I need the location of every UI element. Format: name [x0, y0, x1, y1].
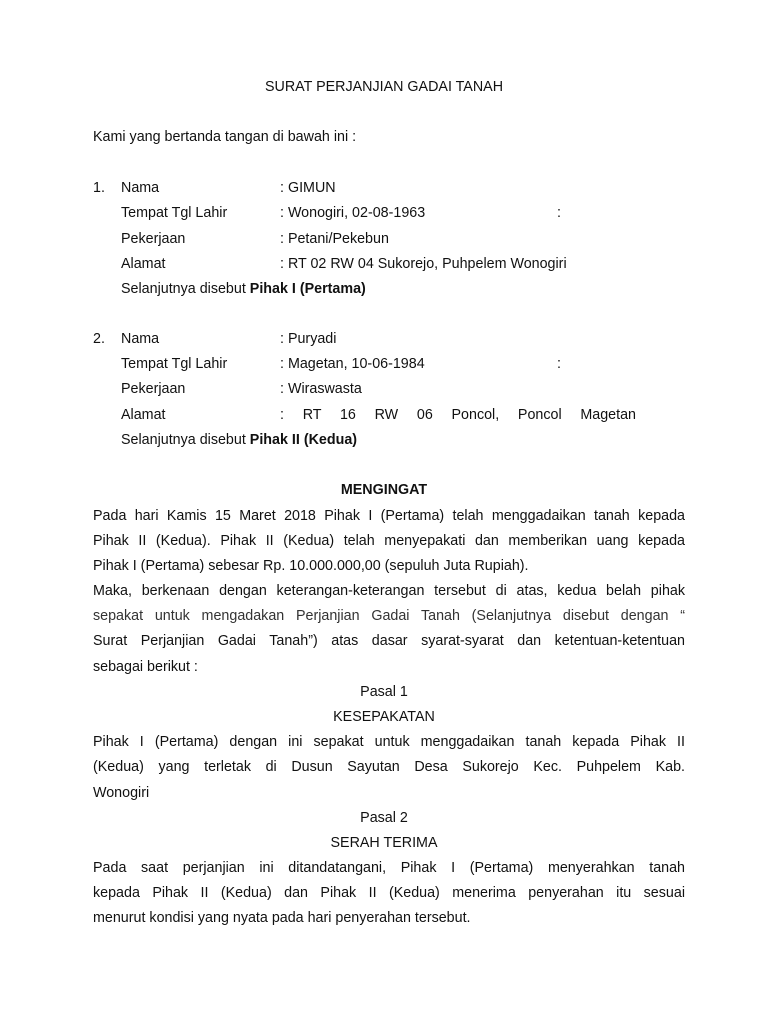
pasal-1-number: Pasal 1 — [360, 684, 408, 700]
party-2-address-value: : RT 16 RW 06 Poncol, Poncol Magetan — [280, 407, 636, 423]
party-2-job-value: : Wiraswasta — [280, 381, 362, 397]
party-1-name-label: Nama — [121, 180, 160, 196]
party-1-address-value: : RT 02 RW 04 Sukorejo, Puhpelem Wonogiri — [280, 256, 567, 272]
party-1-job-value: : Petani/Pekebun — [280, 231, 389, 247]
mengingat-heading: MENGINGAT — [340, 482, 428, 498]
party-2-extra-colon: : — [557, 356, 561, 372]
party-2-name-value: : Puryadi — [280, 331, 337, 347]
pasal-1-line: (Kedua) yang terletak di Dusun Sayutan Desa Sukorejo Kec. Puhpelem Kab. — [93, 759, 685, 775]
party-1-birth-label: Tempat Tgl Lahir — [121, 205, 228, 221]
mengingat-line: Pihak I (Pertama) sebesar Rp. 10.000.000,00 (sepuluh Juta Rupiah). — [93, 558, 529, 574]
pasal-2-line: kepada Pihak II (Kedua) dan Pihak II (Kedua) menerima penyerahan itu sesuai — [93, 885, 685, 901]
party-1-designation-name: Pihak I (Pertama) — [249, 281, 366, 297]
party-1-birth-value: : Wonogiri, 02-08-1963 — [280, 205, 426, 221]
mengingat-line: sepakat untuk mengadakan Perjanjian Gadai Tanah (Selanjutnya disebut dengan “ — [93, 608, 685, 624]
party-1-address-label: Alamat — [121, 256, 166, 272]
party-2-designation-name: Pihak II (Kedua) — [249, 432, 358, 448]
mengingat-line: sebagai berikut : — [93, 659, 198, 675]
pasal-1-line: Wonogiri — [93, 785, 150, 801]
pasal-2-number: Pasal 2 — [360, 810, 408, 826]
party-2-name-label: Nama — [121, 331, 160, 347]
party-1-job-label: Pekerjaan — [121, 231, 186, 247]
party-2-job-label: Pekerjaan — [121, 381, 186, 397]
document-title: SURAT PERJANJIAN GADAI TANAH — [264, 79, 504, 95]
pasal-1-line: Pihak I (Pertama) dengan ini sepakat untuk menggadaikan tanah kepada Pihak II — [93, 734, 685, 750]
party-2-birth-label: Tempat Tgl Lahir — [121, 356, 228, 372]
party-2-designation — [121, 432, 357, 448]
intro-text: Kami yang bertanda tangan di bawah ini : — [93, 129, 357, 145]
mengingat-line: Pihak II (Kedua). Pihak II (Kedua) telah menyepakati dan memberikan uang kepada — [93, 533, 685, 549]
pasal-2-line: menurut kondisi yang nyata pada hari penyerahan tersebut. — [93, 910, 471, 926]
pasal-2-heading: SERAH TERIMA — [330, 835, 438, 851]
party-2-birth-value: : Magetan, 10-06-1984 — [280, 356, 425, 372]
mengingat-line: Maka, berkenaan dengan keterangan-keterangan tersebut di atas, kedua belah pihak — [93, 583, 685, 599]
mengingat-line: Pada hari Kamis 15 Maret 2018 Pihak I (Pertama) telah menggadaikan tanah kepada — [93, 508, 685, 524]
party-1-name-value: : GIMUN — [280, 180, 336, 196]
pasal-1-heading: KESEPAKATAN — [333, 709, 435, 725]
party-1-extra-colon: : — [557, 205, 561, 221]
party-1-designation — [121, 281, 366, 297]
pasal-2-line: Pada saat perjanjian ini ditandatangani, Pihak I (Pertama) menyerahkan tanah — [93, 860, 685, 876]
party-2-designation-prefix: Selanjutnya disebut — [121, 432, 246, 448]
party-2-number: 2. — [93, 331, 105, 347]
party-1-number: 1. — [93, 180, 105, 196]
party-1-designation-prefix: Selanjutnya disebut — [121, 281, 246, 297]
mengingat-line: Surat Perjanjian Gadai Tanah”) atas dasar syarat-syarat dan ketentuan-ketentuan — [93, 633, 685, 649]
party-2-address-label: Alamat — [121, 407, 166, 423]
